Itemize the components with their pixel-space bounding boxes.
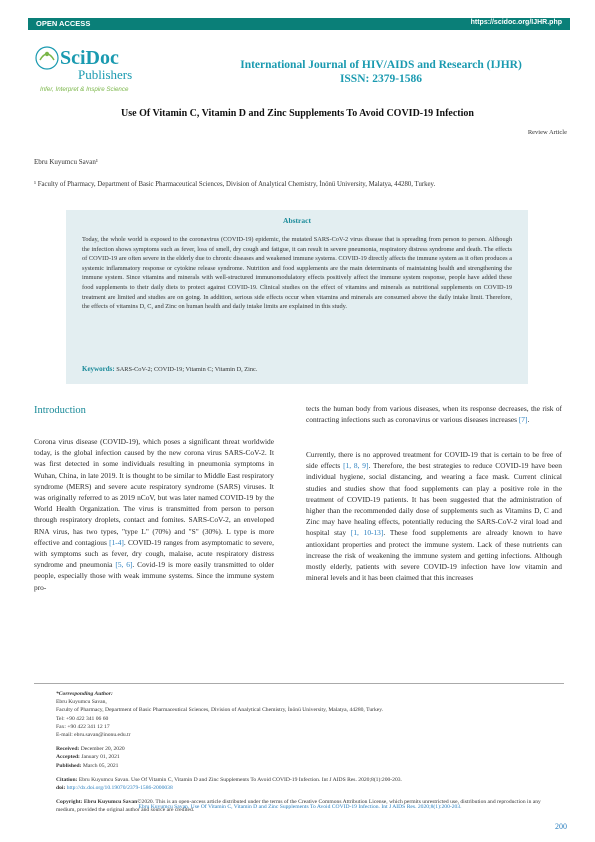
- intro-paragraph-continued: tects the human body from various diseases, when its response decreases, the risk of contracting infections such as coronavirus or various diseases increases [7].: [306, 404, 562, 425]
- doi-link[interactable]: http://dx.doi.org/10.19070/2379-1586-2000038: [66, 785, 173, 792]
- intro-paragraph-1: Corona virus disease (COVID-19), which poses a significant threat worldwide today, is the global infection caused by the new corona virus SARS-CoV-2. It was first detected in some individuals resulting in pneumonia symptoms in Wuhan, China, in late 2019. It is thought to be similar to Middle East respiratory syndrome (MERS) and severe acute respiratory syndrome (SARS) viruses. It was originally referred to as 2019 nCoV, but was later named COVID-19 by the World Health Organization. The virus is transmitted from person to person through respiratory droplets, contact and fomites. SARS-CoV-2, an enveloped RNA virus, has two types, "type L" (70%) and "S" (30%). L type is more effective and contagious [1-4]. COVID-19 ranges from asymptomatic to severe, with symptoms such as fever, dry cough, malaise, acute respiratory distress syndrome and pneumonia [5, 6]. Covid-19 is more easily transmitted to older people, especially those with weak immune systems. Since the immune system pro-: [34, 437, 275, 592]
- journal-name: International Journal of HIV/AIDS and Research (IJHR): [240, 59, 522, 71]
- page-number: 200: [555, 822, 567, 831]
- intro-paragraph-2: Currently, there is no approved treatment for COVID-19 that is certain to be free of side effects [1, 8, 9]. Therefore, the best strategies to reduce COVID-19 have been individual hygiene, social distancing, and wearing a face mask. Current clinical studies and studies show that food supplements can play a positive role in the treatment of COVID-19 patients. It has been suggested that the administration of higher than the recommended daily dose of supplements such as Vitamins D, C and Zinc may have healing effects, potentially reducing the SARS-CoV-2 viral load and hospital stay [1, 10-13]. These food supplements are already known to have antioxidant properties and protect the immune system. Lack of these nutrients can increase the risk of weakening the immune system and getting infections. Although mostly elderly, patients with severe COVID-19 infection have low vitamin and mineral levels and it has been claimed that this increases: [306, 450, 562, 583]
- citation-link[interactable]: [1, 8, 9]: [343, 461, 369, 471]
- keywords: [82, 365, 512, 373]
- copyright-block: Copyright: Ebru Kuyumcu Savan©2020. This is an open-access article distributed under the terms of the Creative Commons Attribution License, which permits unrestricted use, distribution and reproduction in any medium, provided the original author and source are credited.: [56, 799, 541, 814]
- corr-email[interactable]: E-mail: ebru.savan@inonu.edu.tr: [56, 732, 131, 739]
- logo-name: SciDoc: [60, 47, 119, 69]
- abstract-text: Today, the whole world is exposed to the coronavirus (COVID-19) epidemic, the mutated SARS-CoV-2 virus disease that is spreading from person to person. Although the infection shows symptoms such as fever, loss of smell, dry cough and fatigue, it can result in severe pneumonia, respiratory distress syndrome and death. The effects of COVID-19 are often severe in the elderly due to chronic diseases and weakened immune systems. COVID-19 directly affects the immune system as it often produces a systemic inflammatory response or cytokine release syndrome. Nutrition and food supplements are the main determinants of maintaining health and strengthening the immune system. Since vitamins and minerals with well-structured immunomodulatory effects positively affect the immune system response, people have added these food supplements to their daily diets to protect against COVID-19. Clinical studies on the effect of vitamins and minerals as nutritional supplements on COVID-19 treatment are limited and studies are on going. In addition, serious side effects occur when vitamins and minerals are consumed above the daily intake limit. Therefore, the effects of vitamins D, C, and Zinc on human health and daily intake limits are explained in this study.: [82, 236, 512, 311]
- citation-link[interactable]: [7]: [518, 415, 528, 425]
- keywords-list: SARS-CoV-2; COVID-19; Vitamin C; Vitamin D, Zinc.: [116, 366, 258, 373]
- citation-link[interactable]: [1-4]: [109, 537, 124, 547]
- abstract-heading: Abstract: [283, 216, 311, 225]
- journal-issn: ISSN: 2379-1586: [339, 73, 423, 85]
- author-affiliation: ¹ Faculty of Pharmacy, Department of Basic Pharmaceutical Sciences, Division of Analytical Chemistry, İnönü University, Malatya, 44280, Turkey.: [34, 181, 436, 188]
- footer-citation: Ebru Kuyumcu Savan. Use Of Vitamin C, Vitamin D and Zinc Supplements To Avoid COVID-19 Infection. Int J AIDS Res. 2020;8(1):200-203.: [138, 804, 462, 810]
- logo-tagline: Infer, Interpret & Inspire Science: [40, 86, 129, 93]
- article-title: Use Of Vitamin C, Vitamin D and Zinc Supplements To Avoid COVID-19 Infection: [121, 108, 474, 119]
- journal-header: [196, 58, 566, 86]
- citation-link[interactable]: [1, 10-13]: [350, 528, 384, 538]
- dates: Received: December 20, 2020 Accepted: January 01, 2021 Published: March 05, 2021: [56, 746, 125, 769]
- citation-block: Citation: Ebru Kuyumcu Savan. Use Of Vitamin C, Vitamin D and Zinc Supplements To Avoid COVID-19 Infection. Int J AIDS Res. 2020;8(1):200-203. doi: http://dx.doi.org/10.19070/2379-1586-2000038: [56, 776, 402, 792]
- citation-link[interactable]: [5, 6]: [115, 560, 133, 570]
- left-column: [34, 436, 274, 602]
- keywords-label: Keywords:: [82, 365, 115, 373]
- corr-address: Faculty of Pharmacy, Department of Basic Pharmaceutical Sciences, Division of Analytical Chemistry, İnönü University, Malatya, 44280, Turkey.: [56, 707, 384, 714]
- abstract-box: [66, 210, 528, 384]
- citation-text: Ebru Kuyumcu Savan. Use Of Vitamin C, Vitamin D and Zinc Supplements To Avoid COVID-19 Infection. Int J AIDS Res. 2020;8(1):200-203.: [78, 776, 402, 783]
- correspondence-block: [56, 690, 556, 815]
- introduction-heading: Introduction: [34, 405, 86, 416]
- right-column: [306, 449, 562, 592]
- right-column-top: [306, 403, 562, 434]
- corr-tel: Tel: +90 422 341 06 60: [56, 715, 109, 722]
- article-type: Review Article: [527, 129, 567, 136]
- footnote-divider: [34, 683, 564, 684]
- copyright-text: ©2020. This is an open-access article distributed under the terms of the Creative Commons Attribution License, which permits unrestricted use, distribution and reproduction in any medium, provided the original author and source are credited.: [56, 799, 541, 814]
- received-date: December 20, 2020: [80, 746, 125, 753]
- scidoc-logo: [34, 44, 164, 96]
- accepted-date: January 01, 2021: [81, 754, 120, 761]
- journal-url-link[interactable]: https://scidoc.org/IJHR.php: [470, 19, 562, 26]
- corr-fax: Fax: +90 422 341 12 17: [56, 723, 110, 730]
- corr-name: Ebru Kuyumcu Savan,: [56, 699, 107, 706]
- corresponding-author-heading: *Corresponding Author:: [56, 691, 113, 697]
- logo-sub: Publishers: [78, 67, 133, 82]
- open-access-bar: [28, 18, 570, 30]
- open-access-label: OPEN ACCESS: [36, 19, 91, 28]
- author-name: Ebru Kuyumcu Savan¹: [34, 158, 98, 166]
- published-date: March 05, 2021: [82, 762, 119, 769]
